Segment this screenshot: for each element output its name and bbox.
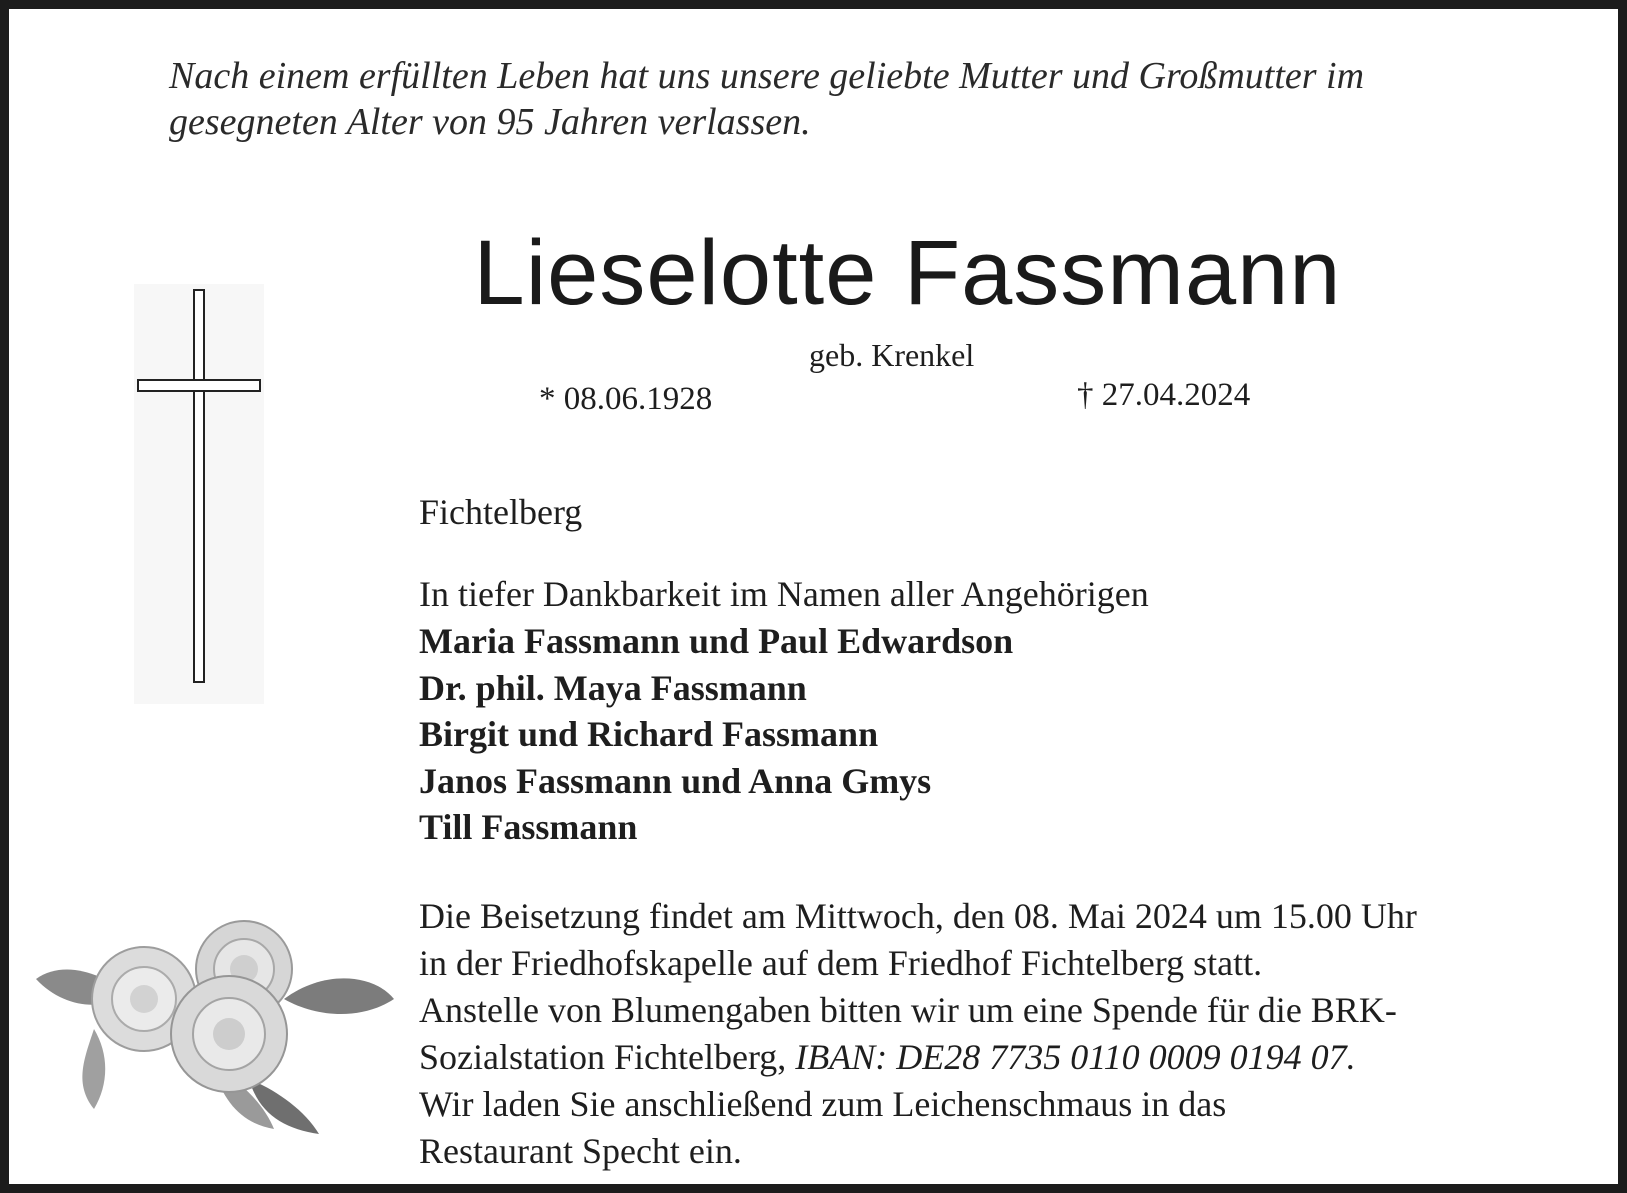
funeral-line: Die Beisetzung findet am Mittwoch, den 08. Mai 2024 um 15.00 Uhr [419,896,1417,936]
funeral-line: in der Friedhofskapelle auf dem Friedhof Fichtelberg statt. [419,943,1263,983]
funeral-line: Restaurant Specht ein. [419,1131,742,1171]
intro-line: Nach einem erfüllten Leben hat uns unsere geliebte Mutter und Großmutter im [169,55,1365,97]
death-date: † 27.04.2024 [1077,377,1251,413]
funeral-line-prefix: Sozialstation Fichtelberg, [419,1037,796,1077]
intro-text [169,53,1549,145]
cross-icon [134,284,264,704]
thanks-line: In tiefer Dankbarkeit im Namen aller Angehörigen [419,574,1149,614]
place: Fichtelberg [419,492,583,532]
maiden-name: geb. Krenkel [809,337,975,373]
funeral-line: Anstelle von Blumengaben bitten wir um eine Spende für die BRK- [419,990,1397,1030]
funeral-line [419,1034,1619,1081]
funeral-line: Wir laden Sie anschließend zum Leichenschmaus in das [419,1084,1227,1124]
birth-date: * 08.06.1928 [539,381,713,417]
mourner: Till Fassmann [419,807,638,847]
mourner: Dr. phil. Maya Fassmann [419,667,807,708]
mourner: Birgit und Richard Fassmann [419,714,879,754]
iban: IBAN: DE28 7735 0110 0009 0194 07. [795,1037,1356,1077]
roses-icon [34,919,414,1139]
mourner: Maria Fassmann und Paul Edwardson [419,621,1014,661]
intro-line: gesegneten Alter von 95 Jahren verlassen. [169,101,811,143]
funeral-info [419,893,1619,1175]
mourners-list [419,618,1013,851]
mourner: Janos Fassmann und Anna Gmys [419,760,932,801]
deceased-name: Lieselotte Fassmann [473,222,1342,324]
